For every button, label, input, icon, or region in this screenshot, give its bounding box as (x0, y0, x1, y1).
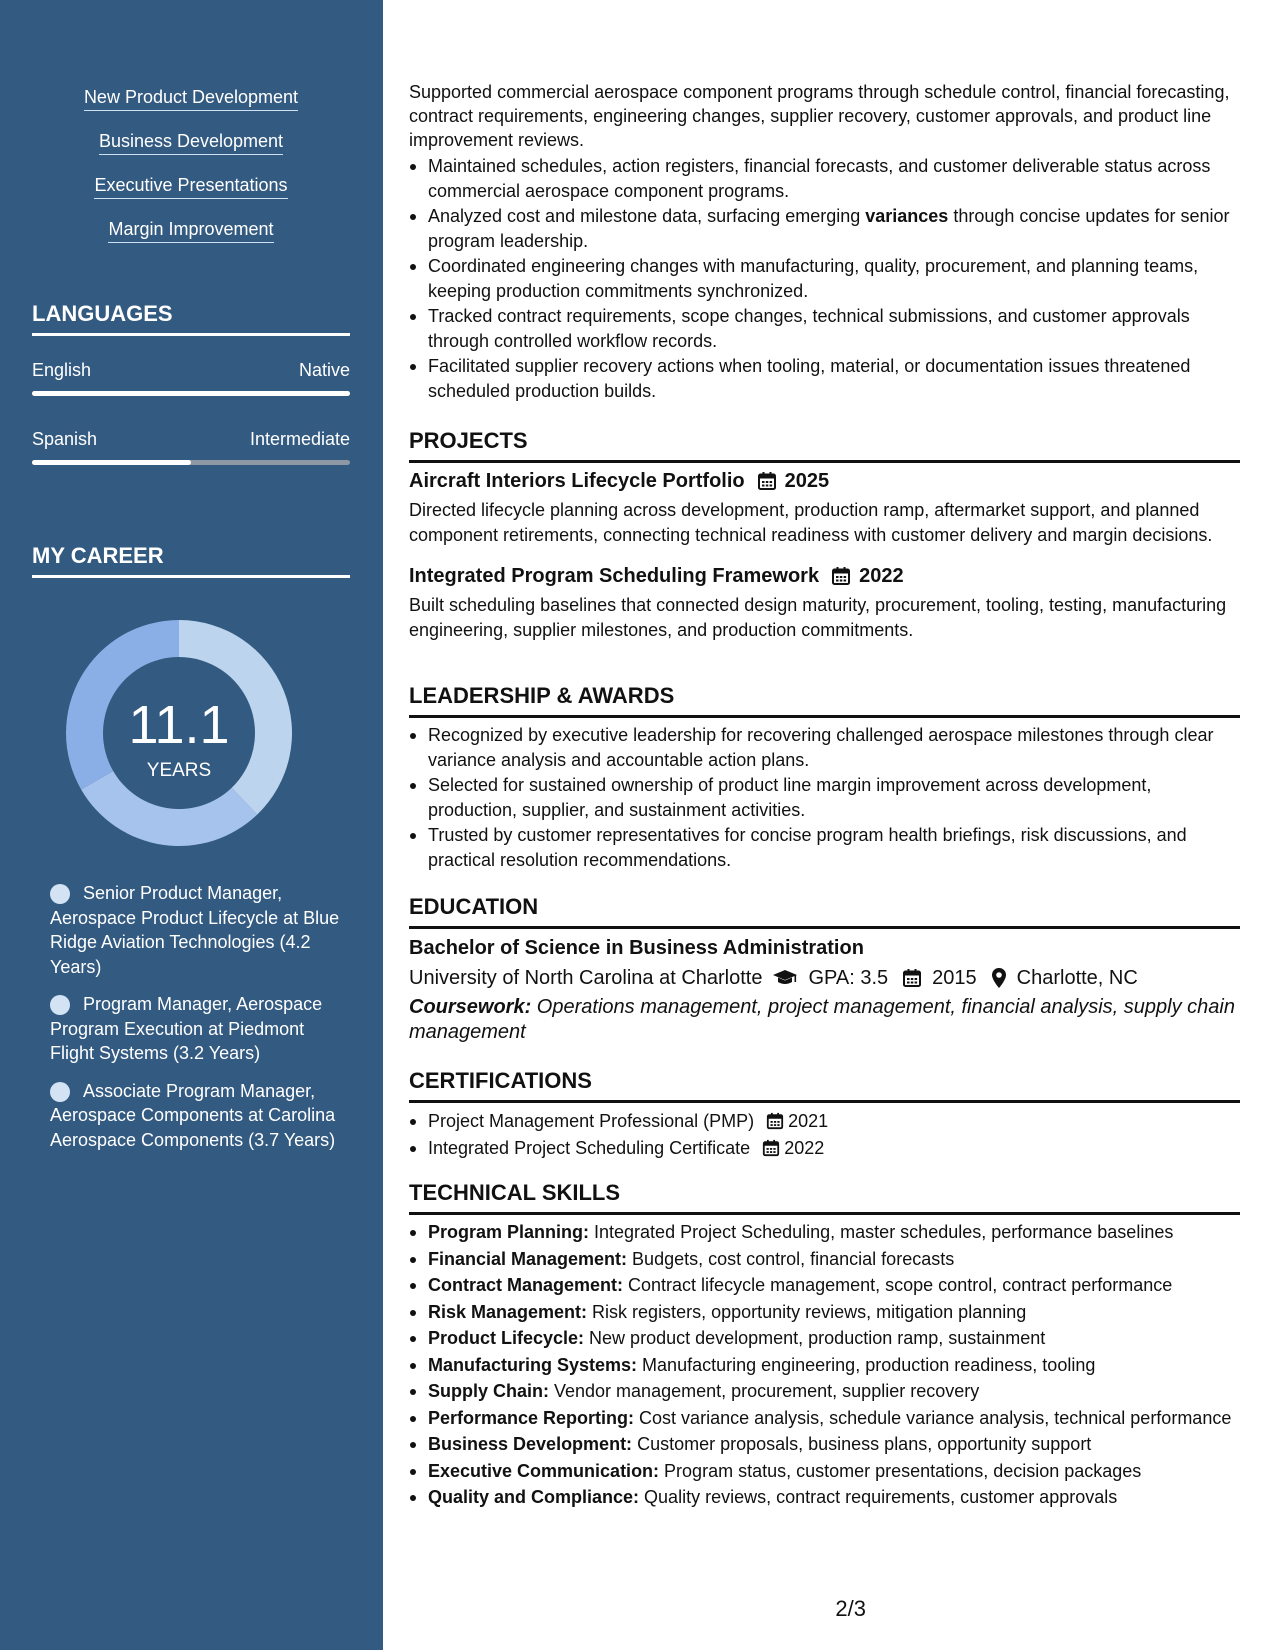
language-bar-fill (32, 460, 191, 465)
skill-link[interactable]: Business Development (99, 130, 283, 155)
coursework (409, 995, 1240, 1044)
list-item: Trusted by customer representatives for concise program health briefings, risk discussions, and practical resolution recommendations. (428, 823, 1240, 872)
list-item (428, 1136, 1240, 1161)
calendar-icon (766, 1112, 784, 1130)
list-item: Coordinated engineering changes with manufacturing, quality, procurement, and planning teams, keeping production commitments synchronized. (428, 254, 1240, 303)
page-number: 2/3 (835, 1596, 866, 1621)
languages-heading: LANGUAGES (32, 301, 350, 336)
career-item-text: Associate Program Manager, Aerospace Components at Carolina Aerospace Components (3.7 Years) (50, 1080, 336, 1150)
career-item (50, 1079, 340, 1153)
calendar-icon (902, 968, 922, 988)
language-level: Native (298, 360, 350, 380)
list-item: Manufacturing Systems: Manufacturing engineering, production readiness, tooling (428, 1353, 1240, 1378)
certification-year: 2021 (788, 1111, 829, 1131)
education-heading: EDUCATION (409, 894, 1240, 929)
certifications-list (409, 1109, 1240, 1160)
degree: Bachelor of Science in Business Administration (409, 937, 864, 959)
career-item-text: Senior Product Manager, Aerospace Product Lifecycle at Blue Ridge Aviation Technologies (4.2 Years) (50, 883, 340, 977)
list-item: Business Development: Customer proposals, business plans, opportunity support (428, 1432, 1240, 1457)
language-level: Intermediate (249, 429, 350, 449)
education-entry (409, 935, 1240, 1044)
career-heading: MY CAREER (32, 543, 350, 578)
career-dot-icon (50, 1082, 70, 1102)
list-item (428, 1109, 1240, 1134)
career-item (50, 992, 340, 1066)
career-donut-chart (66, 620, 292, 846)
project-year: 2025 (784, 470, 830, 492)
skill-link[interactable]: Executive Presentations (94, 174, 287, 199)
list-item: Quality and Compliance: Quality reviews, contract requirements, customer approvals (428, 1485, 1240, 1510)
list-item: Risk Management: Risk registers, opportunity reviews, mitigation planning (428, 1300, 1240, 1325)
experience-bullets (409, 154, 1240, 403)
language-bar-fill (32, 391, 350, 396)
project-description: Built scheduling baselines that connected design maturity, procurement, tooling, testing, manufacturing engineering, supplier milestones, and production commitments. (409, 595, 1227, 640)
list-item: Selected for sustained ownership of product line margin improvement across development, production, supplier, and sustainment activities. (428, 773, 1240, 822)
language-name: English (32, 360, 92, 380)
gpa: GPA: 3.5 (808, 967, 889, 989)
list-item: Product Lifecycle: New product development, production ramp, sustainment (428, 1326, 1240, 1351)
language-spanish (32, 429, 350, 465)
career-item (50, 881, 340, 979)
career-donut-segment (81, 771, 257, 846)
calendar-icon (762, 1139, 780, 1157)
calendar-icon (831, 566, 851, 586)
language-name: Spanish (32, 429, 98, 449)
sidebar (0, 0, 383, 1650)
project-title: Integrated Program Scheduling Framework (409, 565, 820, 587)
graduation-cap-icon (772, 969, 798, 987)
certifications-heading: CERTIFICATIONS (409, 1068, 1240, 1103)
education-details (409, 964, 1240, 992)
project-description: Directed lifecycle planning across development, production ramp, aftermarket support, and planned component retirements, connecting technical readiness with customer delivery and margin decisions. (409, 500, 1213, 545)
career-dot-icon (50, 884, 70, 904)
project-year: 2022 (859, 565, 904, 587)
technical-skills-heading: TECHNICAL SKILLS (409, 1180, 1240, 1215)
list-item: Performance Reporting: Cost variance analysis, schedule variance analysis, technical performance (428, 1406, 1240, 1431)
list-item: Tracked contract requirements, scope changes, technical submissions, and customer approvals through controlled workflow records. (428, 304, 1240, 353)
coursework-label: Coursework: (409, 996, 532, 1018)
list-item: Executive Communication: Program status, customer presentations, decision packages (428, 1459, 1240, 1484)
list-item: Contract Management: Contract lifecycle management, scope control, contract performance (428, 1273, 1240, 1298)
school: University of North Carolina at Charlotte (409, 967, 763, 989)
experience-section (409, 80, 1240, 403)
career-total-unit: YEARS (146, 760, 212, 781)
projects-list (409, 468, 1240, 642)
list-item: Financial Management: Budgets, cost control, financial forecasts (428, 1247, 1240, 1272)
technical-skills-list (409, 1220, 1240, 1510)
leadership-list (409, 723, 1240, 872)
certification-year: 2022 (784, 1137, 825, 1158)
certification-name: Project Management Professional (PMP) (428, 1111, 755, 1131)
graduation-year: 2015 (932, 967, 977, 989)
project-title-row (409, 563, 1240, 589)
location-pin-icon (991, 967, 1007, 989)
language-english (32, 360, 350, 396)
education-location: Charlotte, NC (1016, 967, 1138, 989)
coursework-text: Operations management, project management, financial analysis, supply chain management (409, 996, 1235, 1043)
list-item: Program Planning: Integrated Project Scheduling, master schedules, performance baselines (428, 1220, 1240, 1245)
skill-link[interactable]: New Product Development (84, 86, 298, 111)
skill-link[interactable]: Margin Improvement (108, 218, 273, 243)
certification-name: Integrated Project Scheduling Certificate (428, 1137, 751, 1158)
project-title: Aircraft Interiors Lifecycle Portfolio (409, 470, 745, 492)
language-bar (32, 460, 350, 465)
career-dot-icon (50, 995, 70, 1015)
main-content (409, 0, 1240, 1650)
experience-summary: Supported commercial aerospace component programs through schedule control, financial forecasting, contract requirements, engineering changes, supplier recovery, customer approvals, and product line improvement reviews. (409, 82, 1230, 150)
list-item: Maintained schedules, action registers, financial forecasts, and customer deliverable status across commercial aerospace component programs. (428, 154, 1240, 203)
list-item: Recognized by executive leadership for recovering challenged aerospace milestones through clear variance analysis and accountable action plans. (428, 723, 1240, 772)
projects-heading: PROJECTS (409, 428, 1240, 463)
career-list (50, 881, 340, 1165)
list-item: Analyzed cost and milestone data, surfacing emerging variances through concise updates for senior program leadership. (428, 204, 1240, 253)
list-item: Facilitated supplier recovery actions when tooling, material, or documentation issues threatened scheduled production builds. (428, 354, 1240, 403)
list-item: Supply Chain: Vendor management, procurement, supplier recovery (428, 1379, 1240, 1404)
sidebar-skills (32, 86, 350, 262)
career-item-text: Program Manager, Aerospace Program Execution at Piedmont Flight Systems (3.2 Years) (50, 994, 323, 1063)
leadership-heading: LEADERSHIP & AWARDS (409, 683, 1240, 718)
calendar-icon (757, 471, 777, 491)
language-bar (32, 391, 350, 396)
project-title-row (409, 468, 1240, 494)
career-total-value: 11.1 (128, 695, 230, 755)
